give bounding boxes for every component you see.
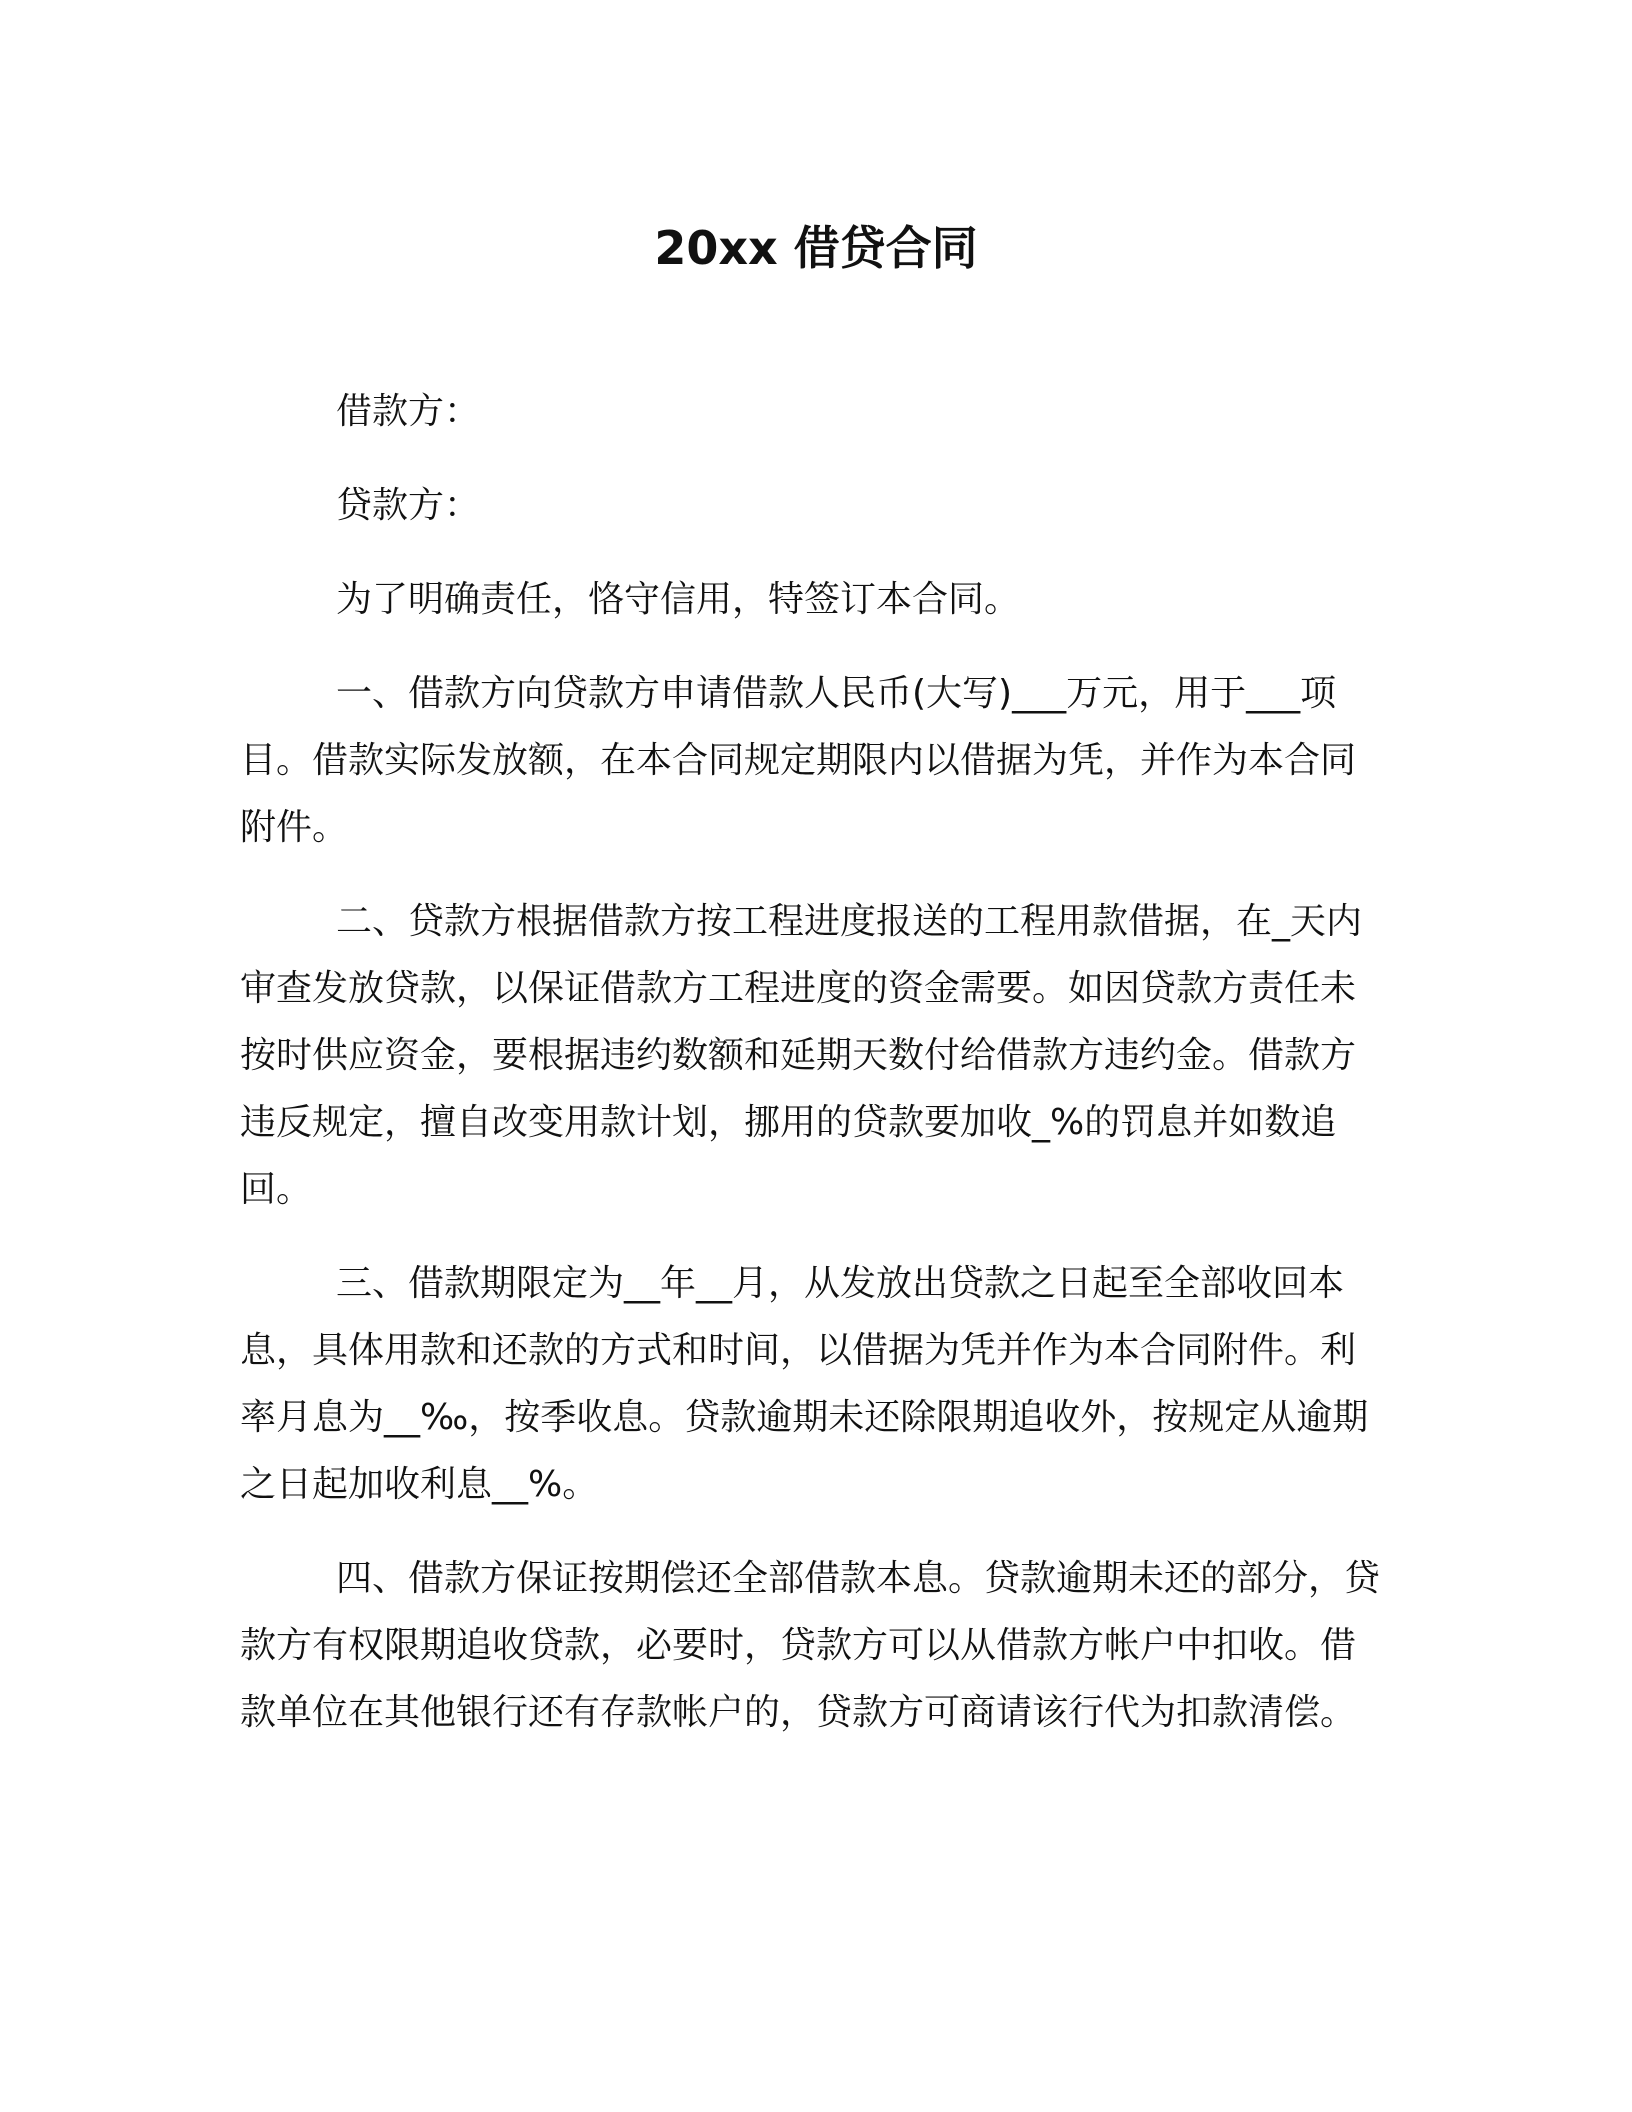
clause-2: 二、贷款方根据借款方按工程进度报送的工程用款借据，在_天内审查发放贷款，以保证借款方工程进度的资金需要。如因贷款方责任未按时供应资金，要根据违约数额和延期天数付给借款方违约金。借款方违反规定，擅自改变用款计划，挪用的贷款要加收_%的罚息并如数追回。 — [240, 901, 1363, 1210]
clause-3: 三、借款期限定为__年__月，从发放出贷款之日起至全部收回本息，具体用款和还款的方式和时间，以借据为凭并作为本合同附件。利率月息为__‰，按季收息。贷款逾期未还除限期追收外，按规定从逾期之日起加收利息__%。 — [240, 1263, 1369, 1505]
document-body — [240, 378, 1390, 1773]
document-title: 20xx 借贷合同 — [654, 221, 978, 275]
intro-paragraph: 为了明确责任，恪守信用，特签订本合同。 — [336, 579, 1021, 620]
clause-1: 一、借款方向贷款方申请借款人民币(大写)___万元，用于___项目。借款实际发放额，在本合同规定期限内以借据为凭，并作为本合同附件。 — [240, 673, 1357, 848]
lender-line: 贷款方： — [336, 485, 481, 526]
clause-4: 四、借款方保证按期偿还全部借款本息。贷款逾期未还的部分，贷款方有权限期追收贷款，必要时，贷款方可以从借款方帐户中扣收。借款单位在其他银行还有存款帐户的，贷款方可商请该行代为扣款清偿。 — [240, 1558, 1381, 1733]
borrower-line: 借款方： — [336, 391, 481, 432]
